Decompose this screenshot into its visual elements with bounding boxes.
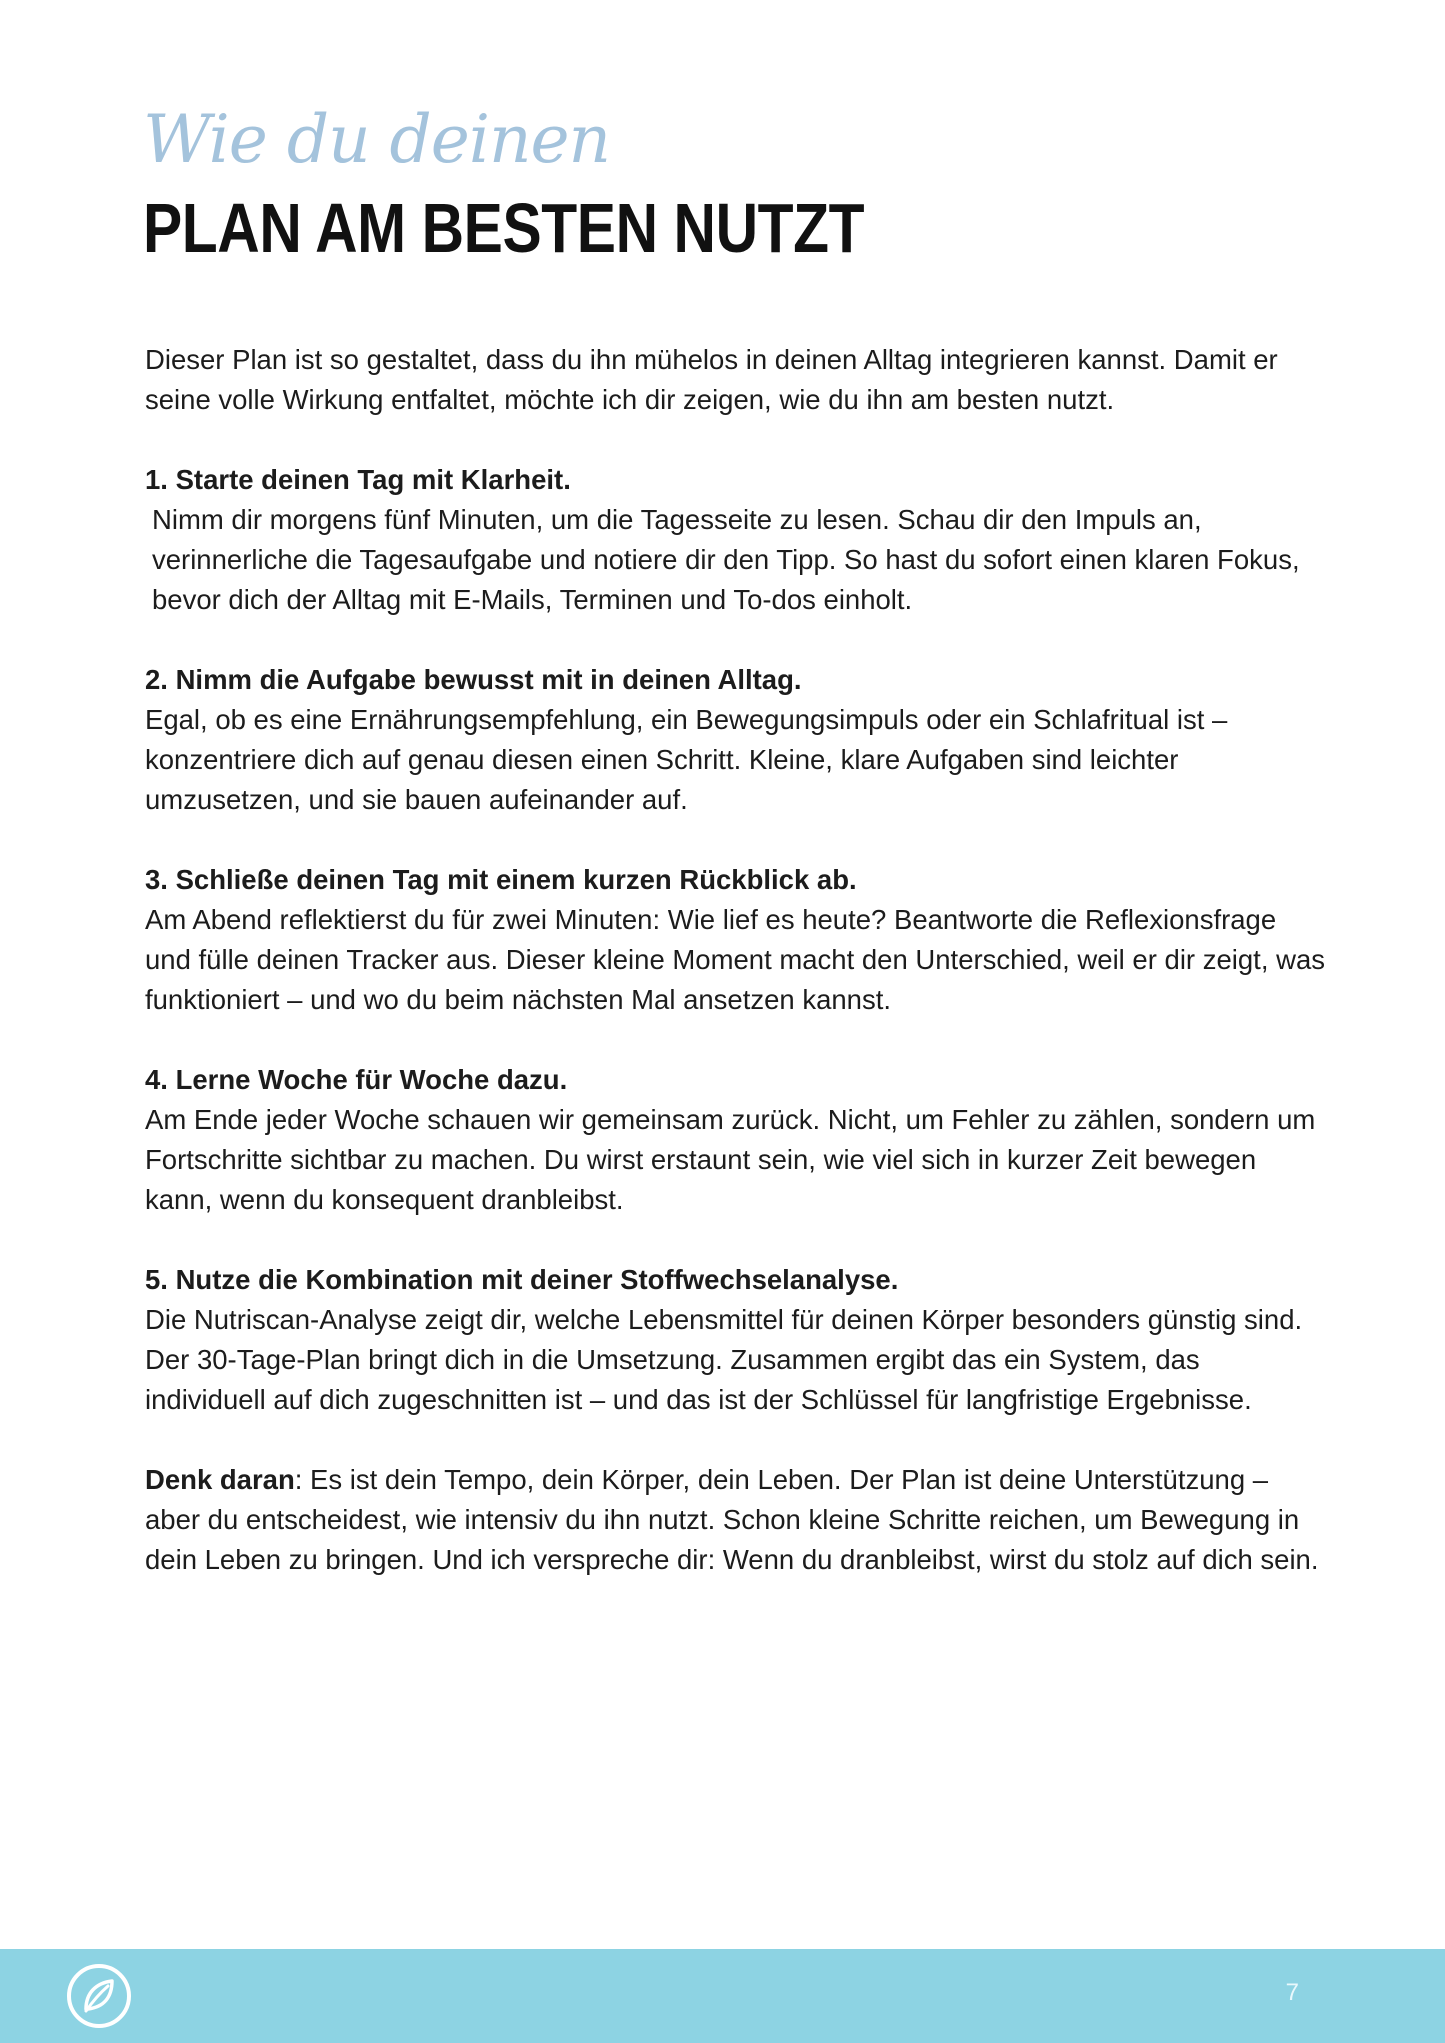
section-body: Nimm dir morgens fünf Minuten, um die Tagesseite zu lesen. Schau dir den Impuls an, verinnerliche die Tagesaufgabe und notiere dir den Tipp. So hast du sofort einen klaren Fokus, bevor dich der Alltag mit E-Mails, Terminen und To-dos einholt. (152, 504, 1300, 615)
section-4 (145, 1060, 1325, 1220)
page-number: 7 (1285, 1979, 1299, 2006)
intro-paragraph: Dieser Plan ist so gestaltet, dass du ihn mühelos in deinen Alltag integrieren kannst. Damit er seine volle Wirkung entfaltet, möchte ich dir zeigen, wie du ihn am besten nutzt. (145, 344, 1278, 415)
section-body: Die Nutriscan-Analyse zeigt dir, welche Lebensmittel für deinen Körper besonders günstig sind. Der 30-Tage-Plan bringt dich in die Umsetzung. Zusammen ergibt das ein System, das individuell auf dich zugeschnitten ist – und das ist der Schlüssel für langfristige Ergebnisse. (145, 1304, 1303, 1415)
leaf-logo-icon (66, 1963, 132, 2029)
closing-paragraph (145, 1460, 1325, 1580)
page-title: PLAN AM BESTEN NUTZT (143, 189, 865, 267)
section-heading: 4. Lerne Woche für Woche dazu. (145, 1064, 568, 1095)
section-heading: 1. Starte deinen Tag mit Klarheit. (145, 464, 571, 495)
section-heading: 5. Nutze die Kombination mit deiner Stoffwechselanalyse. (145, 1264, 899, 1295)
section-2 (145, 660, 1325, 820)
script-subtitle: Wie du deinen (143, 101, 611, 178)
section-1 (145, 460, 1325, 620)
section-heading: 2. Nimm die Aufgabe bewusst mit in deinen Alltag. (145, 664, 802, 695)
section-3 (145, 860, 1325, 1020)
closing-lead: Denk daran (145, 1464, 295, 1495)
section-heading: 3. Schließe deinen Tag mit einem kurzen Rückblick ab. (145, 864, 857, 895)
section-body: Egal, ob es eine Ernährungsempfehlung, ein Bewegungsimpuls oder ein Schlafritual ist – konzentriere dich auf genau diesen einen Schritt. Kleine, klare Aufgaben sind leichter umzusetzen, und sie bauen aufeinander auf. (145, 704, 1228, 815)
footer-band (0, 1949, 1445, 2043)
section-body: Am Ende jeder Woche schauen wir gemeinsam zurück. Nicht, um Fehler zu zählen, sondern um Fortschritte sichtbar zu machen. Du wirst erstaunt sein, wie viel sich in kurzer Zeit bewegen kann, wenn du konsequent dranbleibst. (145, 1104, 1316, 1215)
closing-text: : Es ist dein Tempo, dein Körper, dein Leben. Der Plan ist deine Unterstützung – aber du entscheidest, wie intensiv du ihn nutzt. Schon kleine Schritte reichen, um Bewegung in dein Leben zu bringen. Und ich verspreche dir: Wenn du dranbleibst, wirst du stolz auf dich sein. (145, 1464, 1319, 1575)
section-5 (145, 1260, 1325, 1420)
content-body (145, 340, 1325, 1620)
section-body: Am Abend reflektierst du für zwei Minuten: Wie lief es heute? Beantworte die Reflexionsfrage und fülle deinen Tracker aus. Dieser kleine Moment macht den Unterschied, weil er dir zeigt, was funktioniert – und wo du beim nächsten Mal ansetzen kannst. (145, 904, 1326, 1015)
